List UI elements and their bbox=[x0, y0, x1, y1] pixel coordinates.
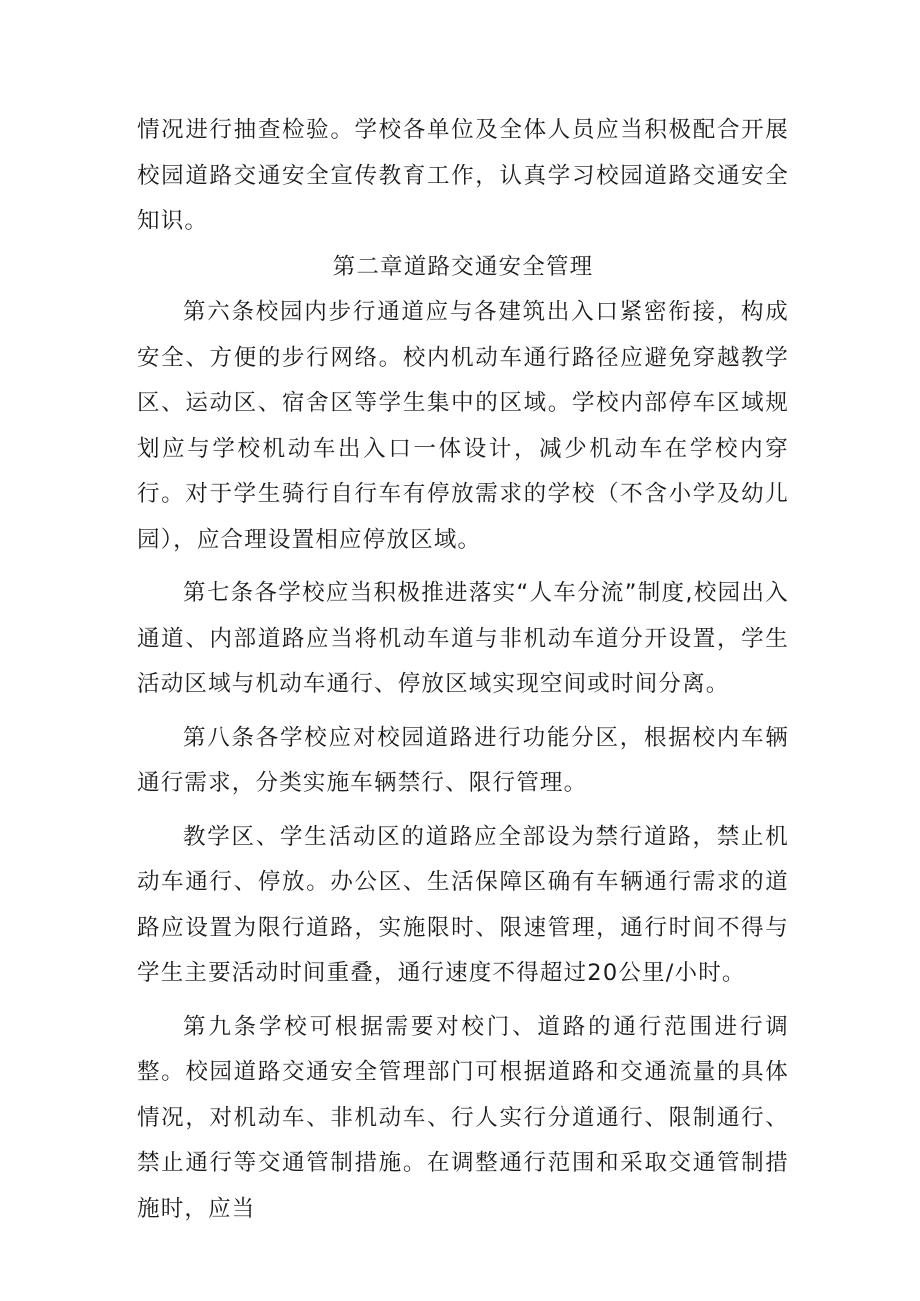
article-6: 第六条校园内步行通道应与各建筑出入口紧密衔接，构成安全、方便的步行网络。校内机动车通行路径应避免穿越教学区、运动区、宿舍区等学生集中的区域。学校内部停车区域规划应与学校机动车出入口一体设计，减少机动车在学校内穿行。对于学生骑行自行车有停放需求的学校（不含小学及幼儿园），应合理设置相应停放区域。 bbox=[137, 299, 789, 553]
article-8: 第八条各学校应对校园道路进行功能分区，根据校内车辆通行需求，分类实施车辆禁行、限行管理。 bbox=[137, 724, 789, 796]
document-body bbox=[137, 108, 789, 1232]
continuation-paragraph: 情况进行抽查检验。学校各单位及全体人员应当积极配合开展校园道路交通安全宣传教育工作，认真学习校园道路交通安全知识。 bbox=[137, 117, 789, 234]
article-9: 第九条学校可根据需要对校门、道路的通行范围进行调整。校园道路交通安全管理部门可根据道路和交通流量的具体情况，对机动车、非机动车、行人实行分道通行、限制通行、禁止通行等交通管制措施。在调整通行范围和采取交通管制措施时，应当 bbox=[137, 1013, 789, 1222]
article-8-paragraph-2: 教学区、学生活动区的道路应全部设为禁行道路，禁止机动车通行、停放。办公区、生活保障区确有车辆通行需求的道路应设置为限行道路，实施限时、限速管理，通行时间不得与学生主要活动时间重叠，通行速度不得超过20公里/小时。 bbox=[137, 823, 789, 986]
article-7: 第七条各学校应当积极推进落实“人车分流”制度,校园出入通道、内部道路应当将机动车道与非机动车道分开设置，学生活动区域与机动车通行、停放区域实现空间或时间分离。 bbox=[137, 580, 789, 697]
chapter-title: 第二章道路交通安全管理 bbox=[332, 253, 594, 280]
